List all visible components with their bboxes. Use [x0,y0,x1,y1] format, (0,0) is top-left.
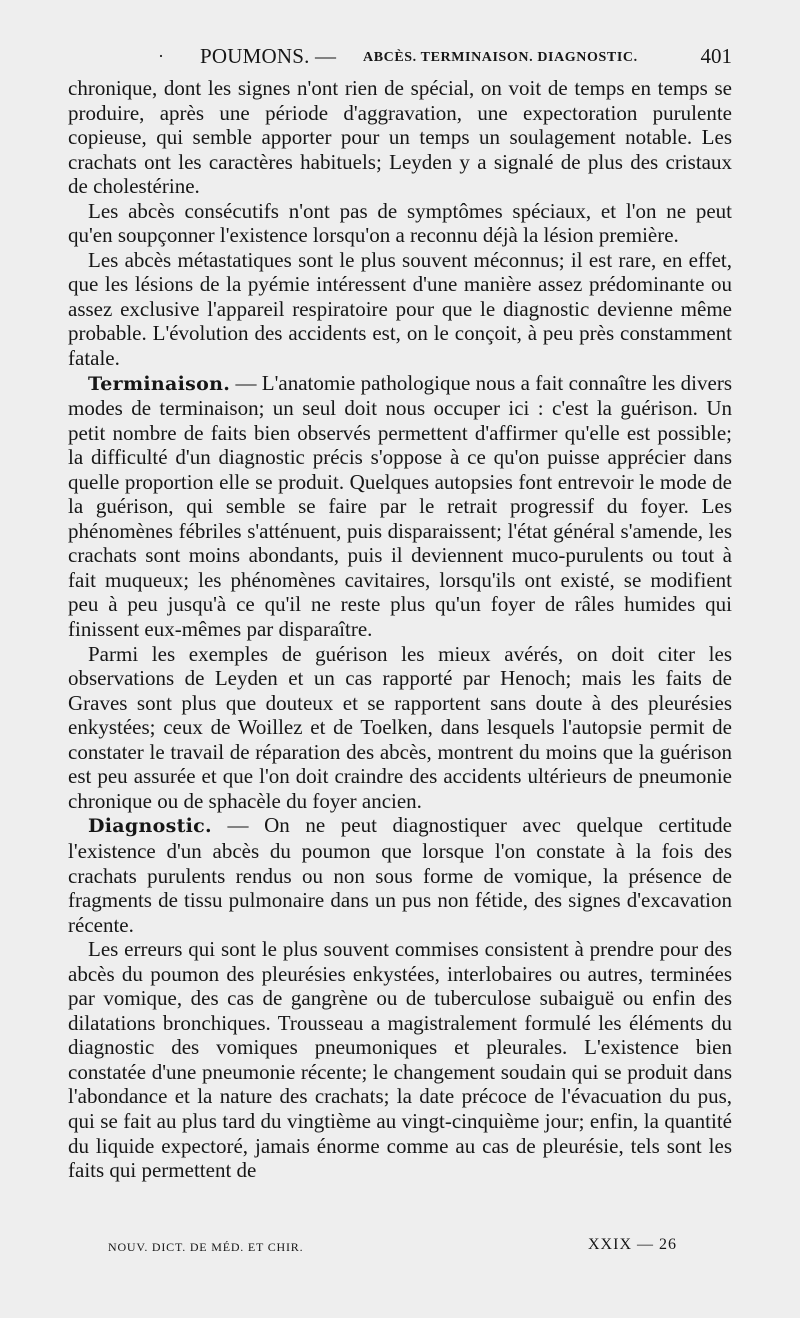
paragraph-text: — L'anatomie pathologique nous a fait connaître les divers modes de terminaison; un seul doit nous occuper ici : c'est la guérison. Un petit nombre de faits bien observés permettent d'affirmer qu'elle est possible; la difficulté d'un diagnostic précis s'oppose à ce qu'on puisse apprécier dans quelle proportion elle se produit. Quelques autopsies font entrevoir le mode de la guérison, qui semble se faire par le retrait progressif du foyer. Les phénomènes fébriles s'atténuent, puis disparaissent; l'état général s'amende, les crachats sont moins abondants, puis il deviennent muco-purulents ou tout à fait muqueux; les phénomènes cavitaires, lorsqu'ils ont existé, se modifient peu à peu jusqu'à ce qu'il ne reste plus qu'un foyer de râles humides qui finissent eux-mêmes par disparaître. [68,370,732,642]
paragraph-2 [68,199,732,248]
paragraph-terminaison [68,371,732,642]
paragraph-3 [68,248,732,371]
paragraph-text: — On ne peut diagnostiquer avec quelque certitude l'existence d'un abcès du poumon que lorsque l'on constate à la fois des crachats purulents rendus ou non sous forme de vomique, la présence de fragments de tissu pulmonaire dans un pus non fétide, des signes d'excavation récente. [68,813,732,937]
paragraph-diagnostic [68,813,732,937]
header-title: POUMONS. — [200,44,337,68]
section-heading-diagnostic: Diagnostic. [88,815,212,838]
paragraph-text: Parmi les exemples de guérison les mieux avérés, on doit citer les observations de Leyden et un cas rapporté par Henoch; mais les faits de Graves sont plus que douteux et se rapportent sans doute à des pleurésies enkystées; ceux de Woillez et de Toelken, dans lesquels l'autopsie permit de constater le travail de réparation des abcès, montrent du moins que la guérison est peu assurée et que l'on doit craindre des accidents ultérieurs de pneumonie chronique ou de sphacèle du foyer ancien. [68,641,732,813]
paragraph-1 [68,76,732,199]
signature-footer [68,1236,732,1260]
header-mark: · [158,46,164,66]
paragraph-text: chronique, dont les signes n'ont rien de spécial, on voit de temps en temps se produire, après une période d'aggravation, une expectoration purulente copieuse, qui semble apporter pour un temps un soulagement notable. Les crachats ont les caractères habituels; Leyden y a signalé de plus des cristaux de cholestérine. [68,76,732,199]
paragraph-text: Les abcès métastatiques sont le plus souvent méconnus; il est rare, en effet, que les lésions de la pyémie intéressent d'une manière assez prédominante ou assez exclusive l'appareil respiratoire pour que le diagnostic devienne même probable. L'évolution des accidents est, on le conçoit, à peu près constamment fatale. [68,247,732,371]
running-header [68,44,732,74]
paragraph-text: Les abcès consécutifs n'ont pas de symptômes spéciaux, et l'on ne peut qu'en soupçonner l'existence lorsqu'on a reconnu déjà la lésion première. [68,198,732,248]
paragraph-text: Les erreurs qui sont le plus souvent commises consistent à prendre pour des abcès du poumon des pleurésies enkystées, interlobaires ou autres, terminées par vomique, des cas de gangrène ou de tuberculose subaiguë ou enfin des dilatations bronchiques. Trousseau a magistralement formulé les éléments du diagnostic des vomiques pneumoniques et pleurales. L'existence bien constatée d'une pneumonie récente; le changement soudain qui se produit dans l'abondance et la nature des crachats; la date précoce de l'évacuation du pus, qui se fait au plus tard du vingtième au vingt-cinquième jour; enfin, la quantité du liquide expectoré, jamais énorme comme au cas de pleurésie, tels sont les faits qui permettent de [68,937,732,1183]
footer-signature-mark: XXIX — 26 [588,1236,677,1253]
footer-publication: NOUV. DICT. DE MÉD. ET CHIR. [108,1240,304,1254]
header-subtitle: ABCÈS. TERMINAISON. DIAGNOSTIC. [363,50,638,65]
body-text [68,76,732,1183]
section-heading-terminaison: Terminaison. [88,372,231,395]
paragraph-5 [68,642,732,814]
paragraph-7 [68,937,732,1182]
page-number: 401 [700,44,732,68]
